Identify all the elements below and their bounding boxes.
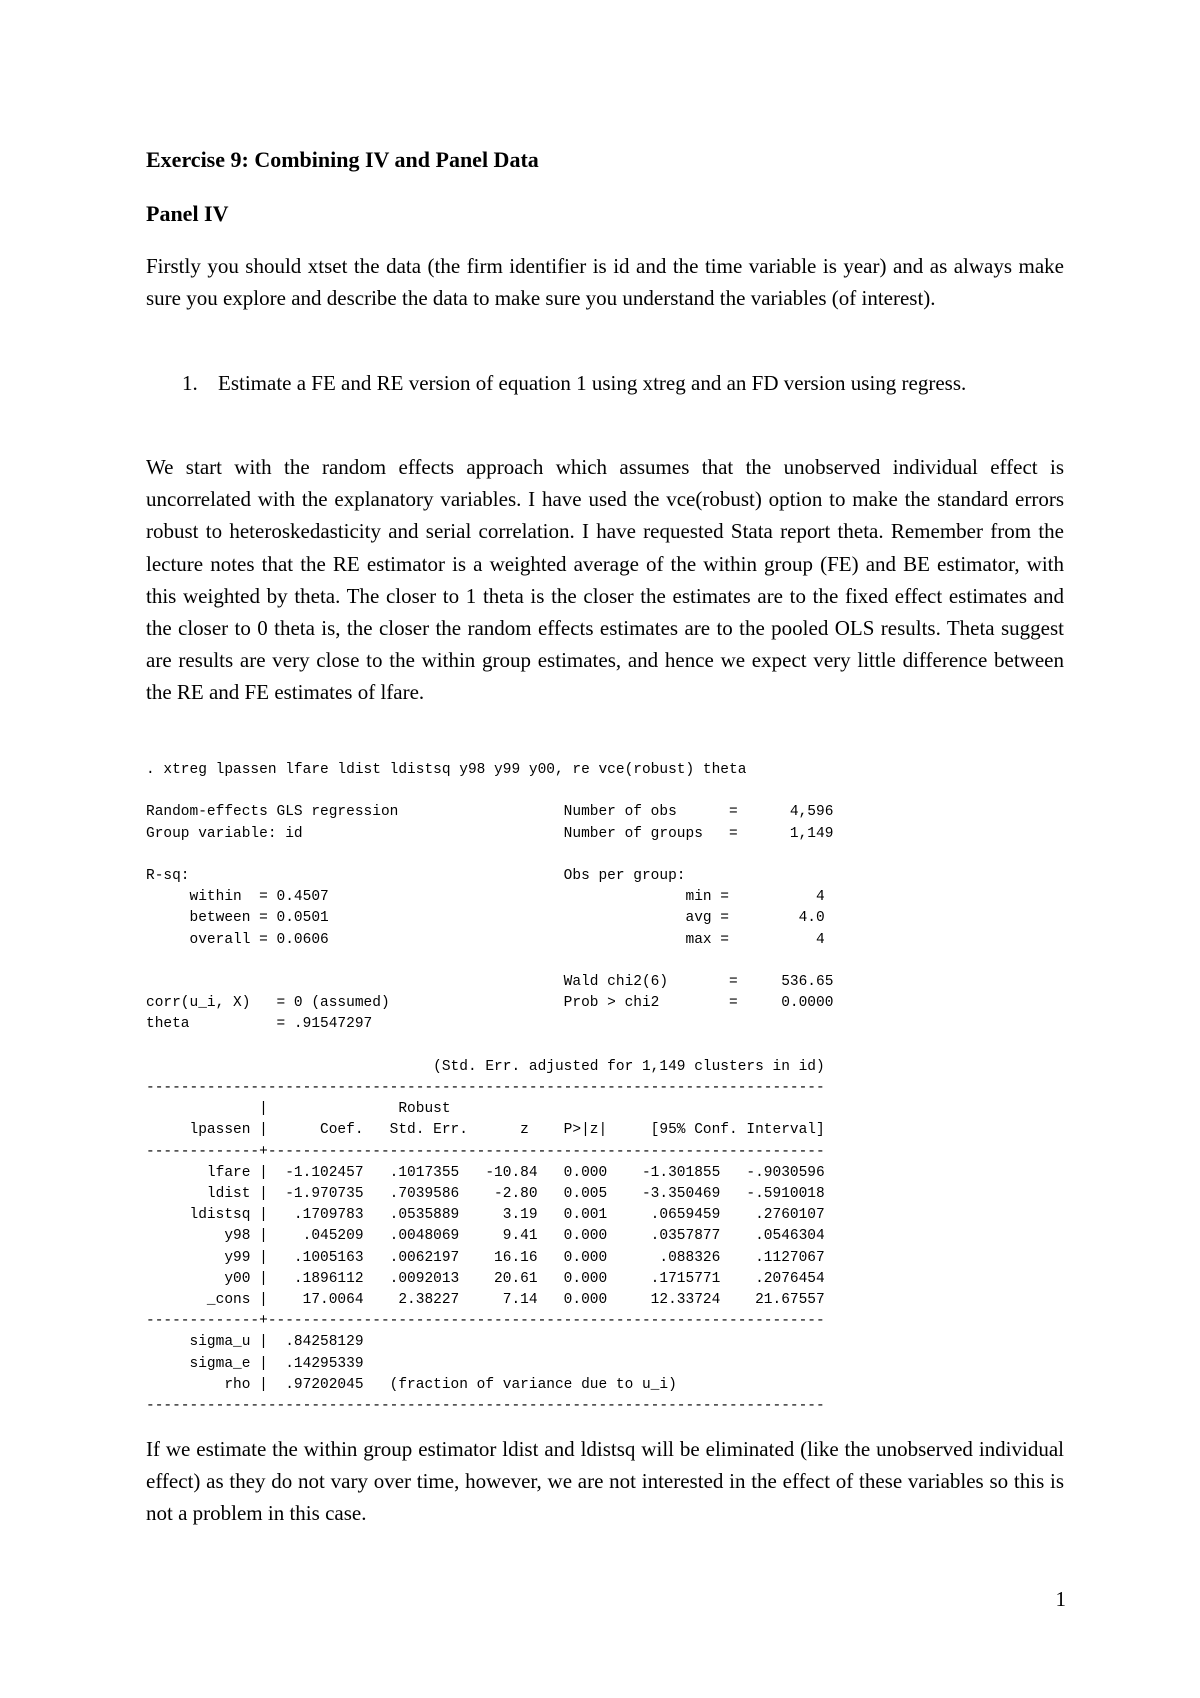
section-heading: Panel IV bbox=[146, 201, 229, 226]
exercise-title: Exercise 9: Combining IV and Panel Data bbox=[146, 147, 539, 172]
closing-paragraph: If we estimate the within group estimator ldist and ldistsq will be eliminated (like the unobserved individual effect) as they do not vary over time, however, we are not interested in the effect of these variables so this is not a problem in this case. bbox=[146, 1437, 1064, 1526]
question-text: Estimate a FE and RE version of equation 1 using xtreg and an FD version using regress. bbox=[218, 371, 967, 395]
page-number: 1 bbox=[1055, 1587, 1066, 1611]
question-number: 1. bbox=[182, 371, 198, 395]
intro-paragraph: Firstly you should xtset the data (the firm identifier is id and the time variable is year) and as always make sure you explore and describe the data to make sure you understand the variables (of interest). bbox=[146, 254, 1064, 311]
random-effects-paragraph: We start with the random effects approach which assumes that the unobserved individual effect is uncorrelated with the explanatory variables. I have used the vce(robust) option to make the standard errors robust to heteroskedasticity and serial correlation. I have requested Stata report theta. Remember from the lecture notes that the RE estimator is a weighted average of the within group (FE) and BE estimator, with this weighted by theta. The closer to 1 theta is the closer the estimates are to the fixed effect estimates and the closer to 0 theta is, the closer the random effects estimates are to the pooled OLS results. Theta suggest are results are very close to the within group estimates, and hence we expect very little difference between the RE and FE estimates of lfare. bbox=[146, 455, 1064, 705]
stata-regression-output: . xtreg lpassen lfare ldist ldistsq y98 y99 y00, re vce(robust) theta Random-effects GLS regression Number of obs = 4,596 Group variable: id Number of groups = 1,149 R-sq: Obs per group: within = 0.4507 min = 4 between = 0.0501 avg = 4.0 overall = 0.0606 max = 4 Wald chi2(6) = 536.65 corr(u_i, X) = 0 (assumed) Prob > chi2 = 0.0000 theta = .91547297 (Std. Err. adjusted for 1,149 clusters in id) ------------------------------------------------------------------------------ | Robust lpassen | Coef. Std. Err. z P>|z| [95% Conf. Interval] -------------+---------------------------------------------------------------- lfare | -1.102457 .1017355 -10.84 0.000 -1.301855 -.9030596 ldist | -1.970735 .7039586 -2.80 0.005 -3.350469 -.5910018 ldistsq | .1709783 .0535889 3.19 0.001 .0659459 .2760107 y98 | .045209 .0048069 9.41 0.000 .0357877 .0546304 y99 | .1005163 .0062197 16.16 0.000 .088326 .1127067 y00 | .1896112 .0092013 20.61 0.000 .1715771 .2076454 _cons | 17.0064 2.38227 7.14 0.000 12.33724 21.67557 -------------+---------------------------------------------------------------- sigma_u | .84258129 sigma_e | .14295339 rho | .97202045 (fraction of variance due to u_i) ------------------------------------------------------------------------------ bbox=[146, 762, 834, 1415]
